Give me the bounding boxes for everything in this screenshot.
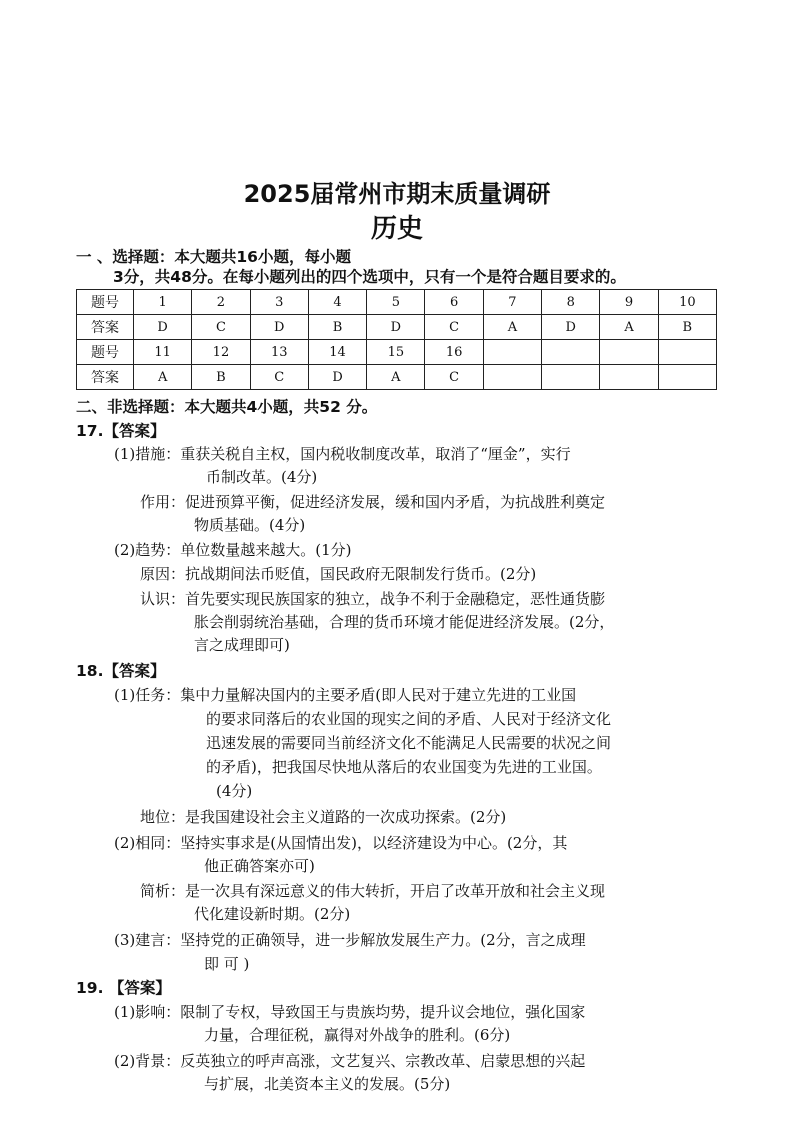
question-number: 9: [600, 290, 658, 315]
q17-line: 认识：首先要实现民族国家的独立，战争不利于金融稳定，恶性通货膨: [140, 590, 606, 608]
question-number: 1: [134, 290, 192, 315]
row-label-question: 题号: [77, 290, 134, 315]
q17-line: 原因：抗战期间法币贬值，国民政府无限制发行货币。(2分): [140, 565, 537, 583]
question-number: 2: [192, 290, 250, 315]
answer-cell: D: [367, 315, 425, 340]
q18-line: 迅速发展的需要同当前经济文化不能满足人民需要的状况之间: [206, 734, 612, 752]
q17-line: 币制改革。(4分): [206, 468, 318, 486]
question-number: 10: [658, 290, 716, 315]
answer-cell: C: [250, 365, 308, 390]
q18-line: (4分): [216, 782, 253, 800]
answer-table: [76, 289, 717, 390]
section1-heading: 一 、选择题：本大题共16小题，每小题: [76, 248, 351, 266]
empty-cell: [600, 340, 658, 365]
q19-line: (2)背景：反英独立的呼声高涨，文艺复兴、宗教改革、启蒙思想的兴起: [114, 1052, 586, 1070]
q18-line: 简析：是一次具有深远意义的伟大转折，开启了改革开放和社会主义现: [140, 882, 606, 900]
section1-subheading: 3分，共48分。在每小题列出的四个选项中，只有一个是符合题目要求的。: [113, 268, 626, 286]
exam-title: 2025届常州市期末质量调研: [243, 180, 551, 208]
question-number: 8: [542, 290, 600, 315]
answer-cell: D: [134, 315, 192, 340]
table-row: [77, 315, 717, 340]
q17-line: 胀会削弱统治基础，合理的货币环境才能促进经济发展。(2分，: [194, 613, 615, 631]
empty-cell: [658, 365, 716, 390]
q18-line: (2)相同：坚持实事求是(从国情出发)，以经济建设为中心。(2分，其: [114, 834, 568, 852]
q18-line: 的要求同落后的农业国的现实之间的矛盾、人民对于经济文化: [206, 710, 612, 728]
table-row: [77, 340, 717, 365]
question-number: 12: [192, 340, 250, 365]
question-number: 3: [250, 290, 308, 315]
empty-cell: [658, 340, 716, 365]
question-number: 6: [425, 290, 483, 315]
subject-title: 历史: [370, 214, 423, 244]
q18-line: 即 可 ): [204, 955, 250, 973]
q18-label: 18.【答案】: [76, 662, 166, 680]
q17-line: 作用：促进预算平衡，促进经济发展，缓和国内矛盾，为抗战胜利奠定: [140, 493, 606, 511]
q17-line: 物质基础。(4分): [194, 516, 306, 534]
question-number: 7: [483, 290, 541, 315]
empty-cell: [483, 365, 541, 390]
answer-cell: A: [134, 365, 192, 390]
q19-line: 力量，合理征税，赢得对外战争的胜利。(6分): [204, 1026, 511, 1044]
answer-cell: C: [192, 315, 250, 340]
q17-line: 言之成理即可): [194, 636, 290, 654]
answer-cell: B: [192, 365, 250, 390]
section2-heading: 二、非选择题：本大题共4小题，共52 分。: [76, 398, 378, 416]
empty-cell: [483, 340, 541, 365]
q19-label: 19. 【答案】: [76, 979, 171, 997]
q18-line: (1)任务：集中力量解决国内的主要矛盾(即人民对于建立先进的工业国: [114, 686, 577, 704]
answer-cell: D: [542, 315, 600, 340]
row-label-question: 题号: [77, 340, 134, 365]
q18-line: 的矛盾)，把我国尽快地从落后的农业国变为先进的工业国。: [206, 758, 602, 776]
empty-cell: [542, 365, 600, 390]
q17-label: 17.【答案】: [76, 422, 166, 440]
q18-line: 他正确答案亦可): [204, 857, 315, 875]
answer-cell: D: [308, 365, 366, 390]
answer-cell: A: [600, 315, 658, 340]
answer-cell: B: [308, 315, 366, 340]
q18-line: 代化建设新时期。(2分): [194, 905, 351, 923]
question-number: 16: [425, 340, 483, 365]
row-label-answer: 答案: [77, 315, 134, 340]
q17-line: (1)措施：重获关税自主权，国内税收制度改革，取消了“厘金”，实行: [114, 445, 571, 463]
question-number: 5: [367, 290, 425, 315]
answer-cell: D: [250, 315, 308, 340]
table-row: [77, 290, 717, 315]
q18-line: (3)建言：坚持党的正确领导，进一步解放发展生产力。(2分，言之成理: [114, 931, 586, 949]
q17-line: (2)趋势：单位数量越来越大。(1分): [114, 541, 352, 559]
answer-cell: B: [658, 315, 716, 340]
row-label-answer: 答案: [77, 365, 134, 390]
q18-line: 地位：是我国建设社会主义道路的一次成功探索。(2分): [140, 808, 507, 826]
question-number: 4: [308, 290, 366, 315]
table-row: [77, 365, 717, 390]
answer-cell: C: [425, 365, 483, 390]
answer-cell: C: [425, 315, 483, 340]
answer-cell: A: [483, 315, 541, 340]
q19-line: (1)影响：限制了专权，导致国王与贵族均势，提升议会地位，强化国家: [114, 1003, 586, 1021]
question-number: 15: [367, 340, 425, 365]
answer-cell: A: [367, 365, 425, 390]
question-number: 14: [308, 340, 366, 365]
q19-line: 与扩展，北美资本主义的发展。(5分): [204, 1075, 451, 1093]
empty-cell: [600, 365, 658, 390]
question-number: 13: [250, 340, 308, 365]
empty-cell: [542, 340, 600, 365]
question-number: 11: [134, 340, 192, 365]
